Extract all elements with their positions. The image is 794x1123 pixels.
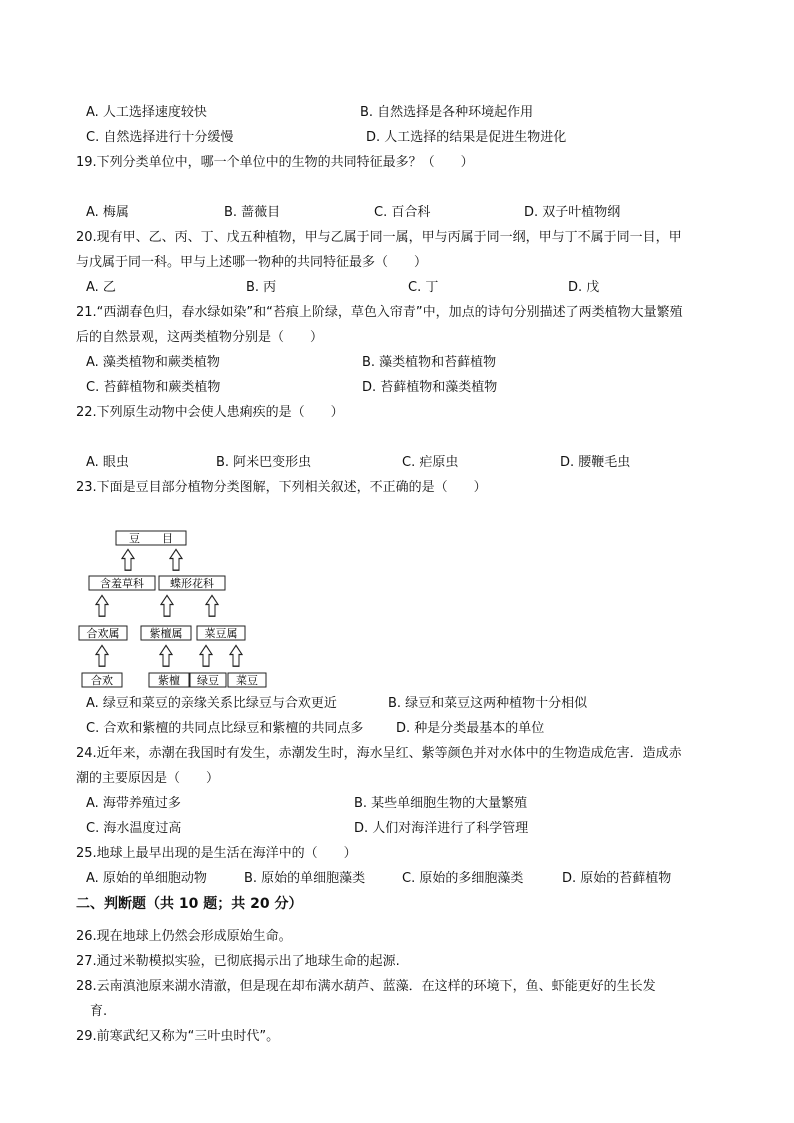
- species-label-1: 合欢: [91, 674, 113, 687]
- arrow-species2-to-genus2: [160, 645, 172, 666]
- q18-option-a: A. 人工选择速度较快: [86, 105, 207, 120]
- q18-option-b: B. 自然选择是各种环境起作用: [360, 105, 534, 120]
- q22-option-a: A. 眼虫: [86, 455, 129, 470]
- judge-q26: 26.现在地球上仍然会形成原始生命。: [76, 929, 292, 944]
- q24-option-a: A. 海带养殖过多: [86, 796, 181, 811]
- arrow-genus2-to-family2: [161, 595, 173, 616]
- q24-stem-line-2: 潮的主要原因是（ ）: [76, 771, 220, 786]
- q21-option-c: C. 苔藓植物和蕨类植物: [86, 380, 221, 395]
- arrow-species3-to-genus3: [200, 645, 212, 666]
- judge-q28-line-1: 28.云南滇池原来湖水清澈，但是现在却布满水葫芦、蓝藻．在这样的环境下，鱼、虾能更好的生长发: [76, 979, 656, 994]
- q24-option-c: C. 海水温度过高: [86, 821, 182, 836]
- arrow-family2-to-order: [170, 549, 182, 570]
- arrow-family1-to-order: [122, 549, 134, 570]
- q25-option-c: C. 原始的多细胞藻类: [402, 871, 524, 886]
- family-label-1: 含羞草科: [100, 577, 144, 590]
- q25-option-d: D. 原始的苔藓植物: [562, 871, 672, 886]
- q24-stem-line-1: 24.近年来，赤潮在我国时有发生，赤潮发生时，海水呈红、紫等颜色并对水体中的生物造成危害．造成赤: [76, 746, 682, 761]
- q21-option-b: B. 藻类植物和苔藓植物: [362, 355, 497, 370]
- q18-option-d: D. 人工选择的结果是促进生物进化: [366, 130, 567, 145]
- species-label-4: 菜豆: [236, 674, 258, 687]
- arrow-species4-to-genus3: [230, 645, 242, 666]
- genus-label-2: 紫檀属: [149, 627, 183, 640]
- judge-q28-line-2: 育.: [90, 1004, 108, 1019]
- q22-option-b: B. 阿米巴变形虫: [216, 455, 312, 470]
- q24-option-d: D. 人们对海洋进行了科学管理: [354, 821, 529, 836]
- arrow-genus1-to-family1: [96, 595, 108, 616]
- q23-option-b: B. 绿豆和菜豆这两种植物十分相似: [388, 696, 588, 711]
- judge-q29: 29.前寒武纪又称为“三叶虫时代”。: [76, 1029, 280, 1044]
- q21-option-d: D. 苔藓植物和藻类植物: [362, 380, 498, 395]
- q20-stem-line-2: 与戊属于同一科。甲与上述哪一物种的共同特征最多（ ）: [76, 255, 428, 270]
- arrow-species1-to-genus1: [96, 645, 108, 666]
- q20-option-a: A. 乙: [86, 280, 116, 295]
- q23-option-a: A. 绿豆和菜豆的亲缘关系比绿豆与合欢更近: [86, 696, 337, 711]
- q24-option-b: B. 某些单细胞生物的大量繁殖: [354, 796, 528, 811]
- q22-stem: 22.下列原生动物中会使人患痢疾的是（ ）: [76, 405, 344, 420]
- classification-diagram: [76, 528, 276, 688]
- q25-stem: 25.地球上最早出现的是生活在海洋中的（ ）: [76, 846, 357, 861]
- q25-option-a: A. 原始的单细胞动物: [86, 871, 207, 886]
- q22-option-d: D. 腰鞭毛虫: [560, 455, 631, 470]
- species-label-3: 绿豆: [197, 674, 219, 687]
- q20-option-d: D. 戊: [568, 280, 600, 295]
- genus-label-1: 合欢属: [86, 627, 120, 640]
- q25-option-b: B. 原始的单细胞藻类: [244, 871, 366, 886]
- judge-q27: 27.通过米勒模拟实验，已彻底揭示出了地球生命的起源.: [76, 954, 400, 969]
- species-label-2: 紫檀: [158, 674, 180, 687]
- q20-stem-line-1: 20.现有甲、乙、丙、丁、戊五种植物，甲与乙属于同一属，甲与丙属于同一纲，甲与丁不属于同一目，甲: [76, 230, 682, 245]
- q19-option-a: A. 梅属: [86, 205, 129, 220]
- q18-option-c: C. 自然选择进行十分缓慢: [86, 130, 234, 145]
- genus-label-3: 菜豆属: [204, 627, 238, 640]
- q19-option-c: C. 百合科: [374, 205, 431, 220]
- q23-option-d: D. 种是分类最基本的单位: [396, 721, 545, 736]
- order-label: 豆 目: [129, 532, 173, 545]
- q20-option-c: C. 丁: [408, 280, 439, 295]
- q21-stem-line-2: 后的自然景观，这两类植物分别是（ ）: [76, 330, 324, 345]
- q23-option-c: C. 合欢和紫檀的共同点比绿豆和紫檀的共同点多: [86, 721, 364, 736]
- q22-option-c: C. 疟原虫: [402, 455, 459, 470]
- q19-option-d: D. 双子叶植物纲: [524, 205, 621, 220]
- q20-option-b: B. 丙: [246, 280, 277, 295]
- q19-option-b: B. 蔷薇目: [224, 205, 281, 220]
- arrow-genus3-to-family2: [206, 595, 218, 616]
- section-title: 二、判断题（共 10 题；共 20 分）: [76, 896, 303, 912]
- family-label-2: 蝶形花科: [170, 577, 214, 590]
- q21-option-a: A. 藻类植物和蕨类植物: [86, 355, 220, 370]
- q19-stem: 19.下列分类单位中，哪一个单位中的生物的共同特征最多？（ ）: [76, 155, 474, 170]
- q23-stem: 23.下面是豆目部分植物分类图解，下列相关叙述，不正确的是（ ）: [76, 480, 487, 495]
- q21-stem-line-1: 21.“西湖春色归，春水绿如染”和“苔痕上阶绿，草色入帘青”中，加点的诗句分别描述了两类植物大量繁殖: [76, 305, 683, 320]
